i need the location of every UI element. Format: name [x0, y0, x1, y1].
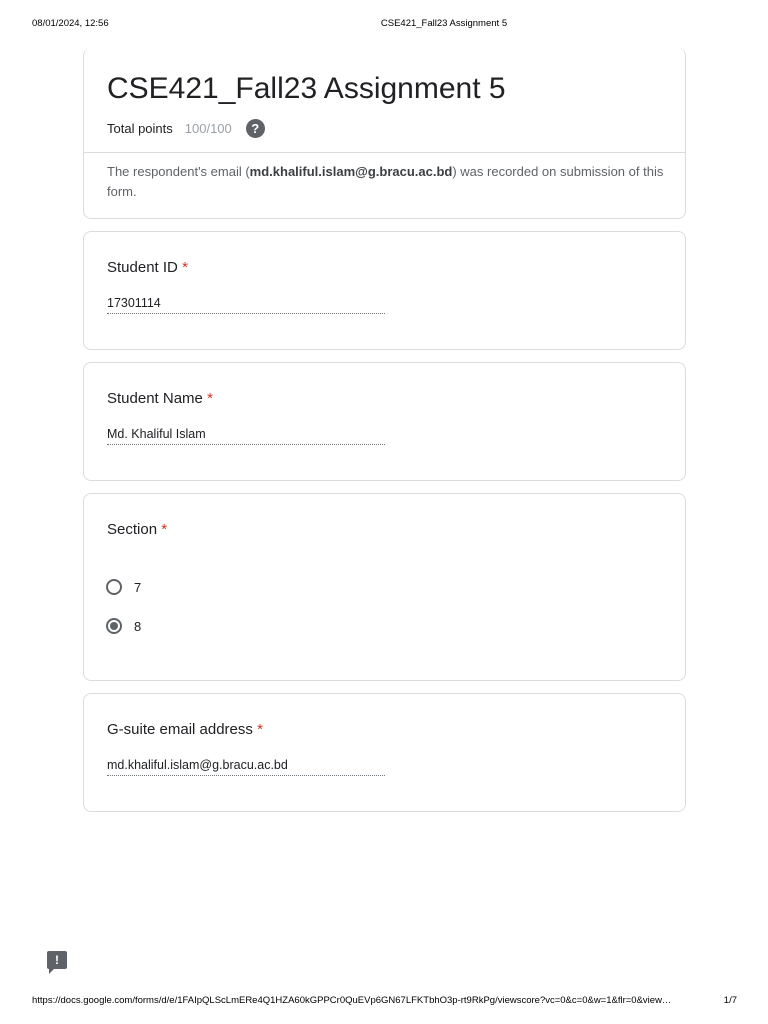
radio-label: 8	[134, 618, 142, 634]
required-marker: *	[257, 721, 263, 738]
question-title	[107, 721, 263, 738]
print-page-number: 1/7	[723, 995, 737, 1006]
radio-dot	[110, 622, 118, 630]
question-title	[107, 259, 188, 276]
required-marker: *	[182, 259, 188, 276]
print-footer	[0, 995, 768, 1009]
question-title	[107, 521, 167, 538]
print-header	[0, 18, 768, 32]
print-date: 08/01/2024, 12:56	[32, 18, 109, 29]
email-note-email: md.khaliful.islam@g.bracu.ac.bd	[249, 164, 453, 179]
student-id-answer: 17301114	[107, 296, 385, 314]
radio-unchecked-icon[interactable]	[106, 579, 122, 595]
section-option-7[interactable]	[106, 579, 141, 595]
question-title	[107, 390, 213, 407]
form-title: CSE421_Fall23 Assignment 5	[107, 72, 506, 105]
points-value: 100/100	[184, 120, 232, 136]
radio-label: 7	[134, 579, 142, 595]
report-feedback-icon[interactable]: !	[47, 951, 67, 969]
total-points	[107, 117, 265, 139]
gsuite-email-answer: md.khaliful.islam@g.bracu.ac.bd	[107, 758, 385, 776]
question-title-text: Section	[107, 521, 158, 538]
question-title-text: G-suite email address	[107, 721, 253, 738]
help-icon[interactable]: ?	[246, 119, 265, 138]
required-marker: *	[207, 390, 213, 407]
radio-checked-icon[interactable]	[106, 618, 122, 634]
required-marker: *	[161, 521, 168, 538]
question-card-student-id	[83, 231, 686, 350]
print-url: https://docs.google.com/forms/d/e/1FAIpQLScLmERe4Q1HZA60kGPPCr0QuEVp6GN67LFKTbhO3p-rt9RkPg/viewscore?vc=0&c=0&w=1&flr=0&view…	[32, 995, 672, 1006]
question-card-section	[83, 493, 686, 681]
section-option-8[interactable]	[106, 618, 141, 634]
email-recorded-note	[107, 162, 667, 202]
points-label: Total points	[107, 120, 173, 136]
question-title-text: Student ID	[107, 259, 178, 276]
print-doc-title: CSE421_Fall23 Assignment 5	[380, 18, 508, 29]
header-divider	[84, 152, 685, 153]
question-card-gsuite-email	[83, 693, 686, 812]
email-note-prefix: The respondent's email (	[107, 164, 250, 179]
question-title-text: Student Name	[107, 390, 203, 407]
form-header-card	[83, 48, 686, 219]
email-note-suffix: ) was recorded on submission of this form.	[107, 164, 664, 199]
question-card-student-name	[83, 362, 686, 481]
student-name-answer: Md. Khaliful Islam	[107, 427, 385, 445]
